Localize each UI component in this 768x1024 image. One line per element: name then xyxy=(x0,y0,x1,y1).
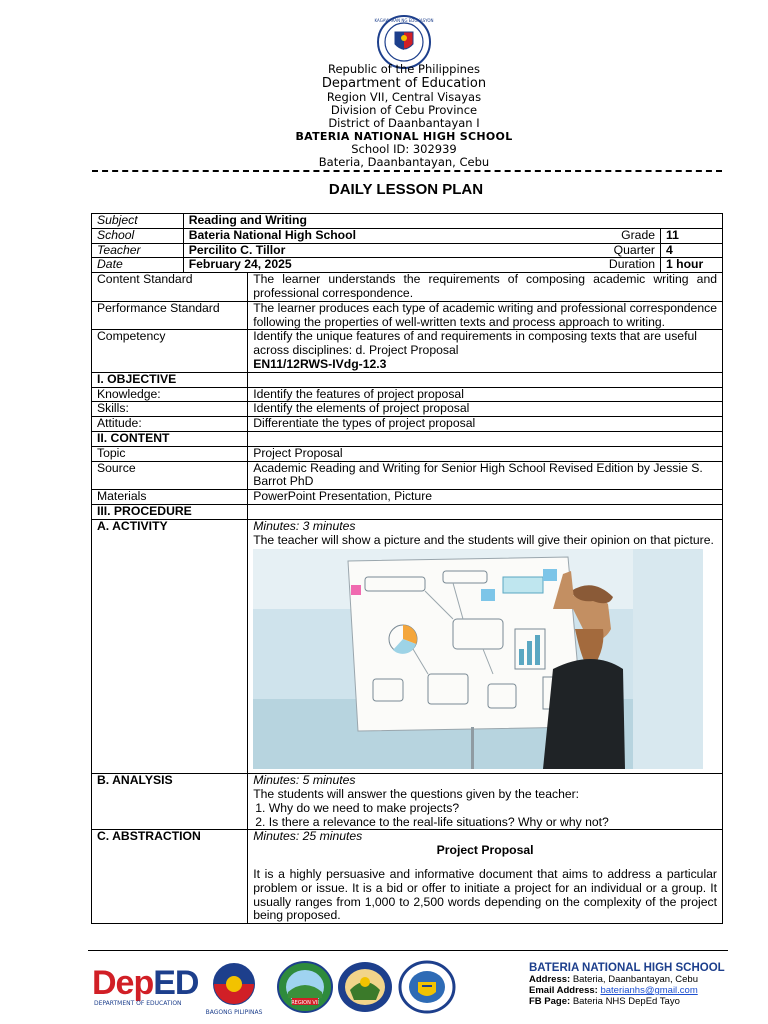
abstraction-title: Project Proposal xyxy=(436,843,534,858)
competency-row xyxy=(92,330,723,372)
grade-label: Grade xyxy=(513,228,661,243)
topic-text: Project Proposal xyxy=(248,446,723,461)
abstraction-label: C. ABSTRACTION xyxy=(92,830,248,924)
dashed-divider xyxy=(92,170,722,172)
competency-text: Identify the unique features of and requirements in composing texts that are useful across disciplines: d. Project Proposal xyxy=(253,329,697,358)
duration-value: 1 hour xyxy=(661,258,723,273)
deped-logo-ed: ED xyxy=(153,964,199,1002)
activity-row xyxy=(92,519,723,773)
attitude-label: Attitude: xyxy=(92,417,248,432)
analysis-minutes: Minutes: 5 minutes xyxy=(253,773,356,788)
department-line: Department of Education xyxy=(321,76,487,91)
objective-heading: I. OBJECTIVE xyxy=(92,372,248,387)
teacher-label: Teacher xyxy=(92,243,184,258)
materials-row xyxy=(92,490,723,505)
footer-fb-value: Bateria NHS DepEd Tayo xyxy=(572,996,680,1007)
school-row xyxy=(92,228,723,243)
date-label: Date xyxy=(92,258,184,273)
republic-line: Republic of the Philippines xyxy=(327,62,481,76)
materials-text: PowerPoint Presentation, Picture xyxy=(248,490,723,505)
abstraction-text: It is a highly persuasive and informative document that aims to address a particular problem or issue. It is a bid or offer to initiate a project for an individual or a group. It usually ranges from 1,000 to 2,500 words depending on the complexity of the project being proposed. xyxy=(253,866,717,923)
date-value: February 24, 2025 xyxy=(183,258,512,273)
teacher-value: Percilito C. Tillor xyxy=(183,243,512,258)
abstraction-cell xyxy=(248,830,723,924)
deped-logo-dep: Dep xyxy=(92,964,154,1002)
quarter-label: Quarter xyxy=(513,243,661,258)
topic-row xyxy=(92,446,723,461)
competency-code: EN11/12RWS-IVdg-12.3 xyxy=(253,356,387,371)
abstraction-minutes: Minutes: 25 minutes xyxy=(253,829,363,844)
procedure-heading-row xyxy=(92,504,723,519)
footer-school-name: BATERIA NATIONAL HIGH SCHOOL xyxy=(529,962,725,974)
performance-standard-text: The learner produces each type of academic writing and professional correspondence following the properties of well-written texts and process approach to writing. xyxy=(248,301,723,330)
analysis-row xyxy=(92,774,723,830)
skills-row xyxy=(92,402,723,417)
subject-label: Subject xyxy=(92,214,184,229)
address-line: Bateria, Daanbantayan, Cebu xyxy=(318,155,490,169)
letterhead xyxy=(0,63,768,169)
bagong-pilipinas-logo xyxy=(204,960,264,1016)
knowledge-label: Knowledge: xyxy=(92,387,248,402)
subject-value: Reading and Writing xyxy=(183,214,722,229)
content-standard-row xyxy=(92,273,723,302)
footer-email-label: Email Address: xyxy=(529,985,598,996)
analysis-question: 1. Why do we need to make projects? xyxy=(255,800,460,815)
region-badge-text: REGION VII xyxy=(291,1000,319,1006)
page-title: DAILY LESSON PLAN xyxy=(328,181,484,198)
analysis-text: The students will answer the questions given by the teacher: xyxy=(253,786,580,801)
analysis-question: 2. Is there a relevance to the real-life situations? Why or why not? xyxy=(255,814,609,829)
performance-standard-label: Performance Standard xyxy=(92,301,248,330)
competency-cell xyxy=(248,330,723,372)
bagong-pilipinas-text: BAGONG PILIPINAS xyxy=(205,1009,263,1016)
knowledge-text: Identify the features of project proposal xyxy=(248,387,723,402)
source-label: Source xyxy=(92,461,248,490)
lesson-plan-table xyxy=(91,213,723,924)
school-value: Bateria National High School xyxy=(183,228,512,243)
attitude-text: Differentiate the types of project proposal xyxy=(248,417,723,432)
skills-label: Skills: xyxy=(92,402,248,417)
school-seal-logo xyxy=(398,960,456,1014)
district-line: District of Daanbantayan I xyxy=(328,116,480,130)
seal-lettering: KAGAWARAN NG EDUKASYON xyxy=(374,18,434,23)
school-id-line: School ID: 302939 xyxy=(351,142,457,156)
skills-text: Identify the elements of project proposal xyxy=(248,402,723,417)
footer-address-value: Bateria, Daanbantayan, Cebu xyxy=(572,974,698,985)
quarter-value: 4 xyxy=(661,243,723,258)
teacher-row xyxy=(92,243,723,258)
activity-text: The teacher will show a picture and the students will give their opinion on that picture. xyxy=(253,532,714,547)
school-contact-block xyxy=(529,962,725,1007)
content-heading-row xyxy=(92,431,723,446)
performance-standard-row xyxy=(92,301,723,330)
attitude-row xyxy=(92,417,723,432)
objective-heading-row xyxy=(92,372,723,387)
grade-value: 11 xyxy=(661,228,723,243)
deped-logo xyxy=(92,960,202,1010)
analysis-label: B. ANALYSIS xyxy=(92,774,248,830)
competency-label: Competency xyxy=(92,330,248,372)
content-standard-label: Content Standard xyxy=(92,273,248,302)
activity-label: A. ACTIVITY xyxy=(92,519,248,773)
footer-address-label: Address: xyxy=(529,974,571,985)
subject-row xyxy=(92,214,723,229)
footer-divider xyxy=(88,950,728,951)
topic-label: Topic xyxy=(92,446,248,461)
division-seal-logo xyxy=(336,960,394,1014)
content-standard-text: The learner understands the requirements of composing academic writing and professional correspondence. xyxy=(248,273,723,302)
date-row xyxy=(92,258,723,273)
materials-label: Materials xyxy=(92,490,248,505)
content-heading: II. CONTENT xyxy=(92,431,248,446)
region-line: Region VII, Central Visayas xyxy=(326,90,482,104)
footer-fb-label: FB Page: xyxy=(529,996,571,1007)
duration-label: Duration xyxy=(513,258,661,273)
division-line: Division of Cebu Province xyxy=(330,103,478,117)
school-label: School xyxy=(92,228,184,243)
region-seal-logo xyxy=(276,960,334,1014)
activity-minutes: Minutes: 3 minutes xyxy=(253,518,356,533)
footer-logos xyxy=(92,958,742,1018)
school-line: BATERIA NATIONAL HIGH SCHOOL xyxy=(295,130,513,143)
analysis-cell xyxy=(248,774,723,830)
footer-email-link[interactable]: baterianhs@gmail.com xyxy=(600,985,698,996)
source-row xyxy=(92,461,723,490)
procedure-heading: III. PROCEDURE xyxy=(92,504,248,519)
activity-cell xyxy=(248,519,723,773)
abstraction-row xyxy=(92,830,723,924)
knowledge-row xyxy=(92,387,723,402)
deped-logo-sub: DEPARTMENT OF EDUCATION xyxy=(94,1000,182,1007)
source-text: Academic Reading and Writing for Senior High School Revised Edition by Jessie S. Barrot PhD xyxy=(248,461,723,490)
activity-picture xyxy=(253,549,703,769)
